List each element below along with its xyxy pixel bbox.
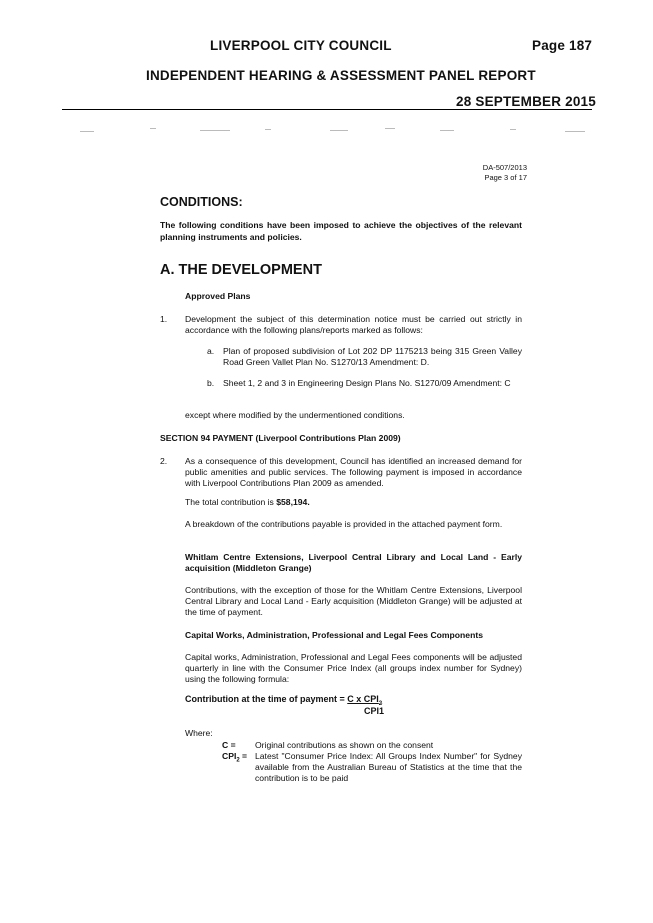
council-name: LIVERPOOL CITY COUNCIL (210, 38, 392, 53)
item-1b-text: Sheet 1, 2 and 3 in Engineering Design Plans No. S1270/09 Amendment: C (223, 378, 511, 388)
cpi2-definition: Latest "Consumer Price Index: All Groups Index Number" for Sydney available from the Australian Bureau of Statistics at the time that the contribution is to be paid (255, 751, 522, 783)
item-1b-label: b. (207, 378, 215, 388)
c-definition: Original contributions as shown on the consent (255, 740, 434, 750)
item-1a-label: a. (207, 346, 215, 356)
total-contribution (185, 497, 310, 508)
total-value: $58,194. (276, 497, 310, 507)
page-number: Page 187 (532, 38, 593, 53)
conditions-heading: CONDITIONS: (160, 195, 243, 209)
total-prefix: The total contribution is (185, 497, 277, 507)
capital-text: Capital works, Administration, Professional and Legal Fees components will be adjusted quarterly in line with the Consumer Price Index (all groups index number for Sydney) using the following formula: (185, 652, 522, 684)
approved-plans-heading: Approved Plans (185, 291, 251, 301)
cpi2-term: $CPI_2$ = (222, 751, 248, 764)
item-2-number: 2. (160, 456, 168, 466)
reference-page: Page 3 of 17 (484, 173, 527, 182)
whitlam-heading: Whitlam Centre Extensions, Liverpool Central Library and Local Land - Early acquisition (Middleton Grange) (185, 552, 522, 573)
item-1-number: 1. (160, 314, 168, 324)
breakdown-text: A breakdown of the contributions payable is provided in the attached payment form. (185, 519, 503, 529)
c-term: C = (222, 740, 236, 750)
capital-heading: Capital Works, Administration, Professional and Legal Fees Components (185, 630, 483, 640)
where-label: Where: (185, 728, 213, 738)
item-2-text: As a consequence of this development, Council has identified an increased demand for public amenities and public services. The following payment is imposed in accordance with Liverpool Contributions Plan 2009 as amended. (185, 456, 522, 488)
item-1a-text: Plan of proposed subdivision of Lot 202 DP 1175213 being 315 Green Valley Road Green Vallet Plan No. S1270/13 Amendment: D. (223, 346, 522, 367)
formula-numerator: C x $CPI_2$ (347, 694, 383, 707)
report-title: INDEPENDENT HEARING & ASSESSMENT PANEL REPORT (146, 68, 536, 83)
except-text: except where modified by the undermentioned conditions. (185, 410, 405, 420)
item-1-text: Development the subject of this determination notice must be carried out strictly in accordance with the following plans/reports marked as follows: (185, 314, 522, 335)
formula-label: Contribution at the time of payment = (185, 694, 348, 704)
report-date: 28 SEPTEMBER 2015 (456, 94, 596, 109)
formula-denominator: CPI1 (364, 706, 385, 716)
section-94-heading: SECTION 94 PAYMENT (Liverpool Contributions Plan 2009) (160, 433, 401, 443)
conditions-intro: The following conditions have been imposed to achieve the objectives of the relevant planning instruments and policies. (160, 220, 522, 242)
formula (185, 694, 382, 707)
da-number: DA-507/2013 (482, 163, 527, 172)
section-a-heading: A. THE DEVELOPMENT (160, 262, 322, 278)
header-rule (62, 109, 592, 110)
reference-block (483, 163, 527, 183)
whitlam-text: Contributions, with the exception of those for the Whitlam Centre Extensions, Liverpool Central Library and Local Land - Early acquisition (Middleton Grange) will be adjusted at the time of payment. (185, 585, 522, 617)
